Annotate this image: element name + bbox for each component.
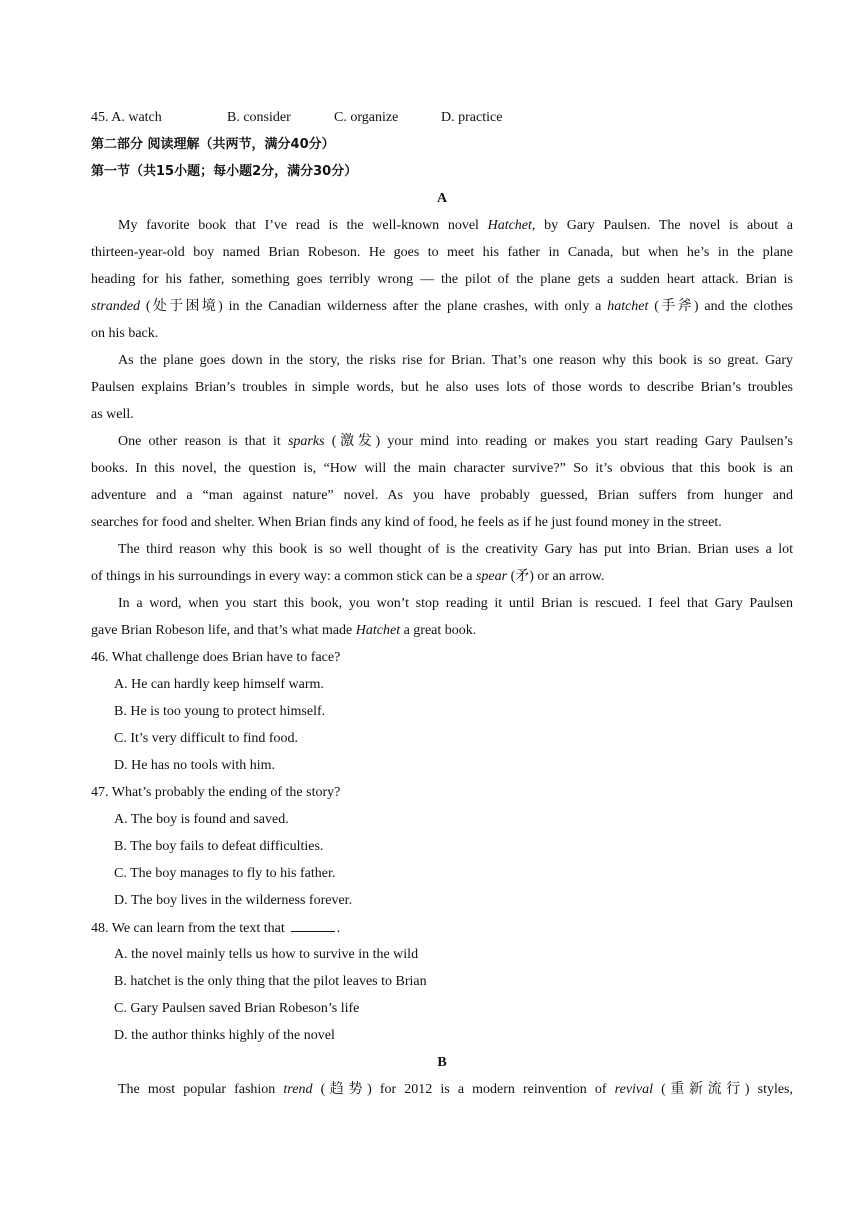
passage-a-line: heading for his father, something goes terribly wrong — the pilot of the plane gets a sudden heart attack. Brian is [91,272,793,287]
q47-option: A. The boy is found and saved. [114,812,289,827]
passage-b-line: The most popular fashion trend (趋势) for 2012 is a modern reinvention of revival (重新流行) styles, [118,1082,794,1097]
q48-option: C. Gary Paulsen saved Brian Robeson’s life [114,1001,360,1016]
passage-a-line: Paulsen explains Brian’s troubles in simple words, but he also uses lots of those words to describe Brian’s troubles [91,380,793,395]
q45-option-d: D. practice [441,110,503,125]
q47-question: 47. What’s probably the ending of the story? [91,785,341,800]
q46-option: B. He is too young to protect himself. [114,704,326,719]
passage-b-heading: B [437,1055,447,1070]
passage-a-line: As the plane goes down in the story, the risks rise for Brian. That’s one reason why this book is so great. Gary [118,353,793,368]
section2-title: 第二部分 阅读理解（共两节，满分40分） [91,137,335,152]
section1-title: 第一节（共15小题；每小题2分，满分30分） [91,164,358,179]
passage-a-line: books. In this novel, the question is, “How will the main character survive?” So it’s obvious that this book is an [91,461,793,476]
q48-option: B. hatchet is the only thing that the pilot leaves to Brian [114,974,427,989]
q48-question [91,919,340,938]
q45-option-c: C. organize [334,110,399,125]
q46-option: D. He has no tools with him. [114,758,275,773]
passage-a-line: The third reason why this book is so well thought of is the creativity Gary has put into Brian. Brian uses a lot [118,542,793,557]
q48-question-text: 48. We can learn from the text that [91,921,285,936]
passage-a-line: One other reason is that it sparks (激发) your mind into reading or makes you start reading Gary Paulsen’s [118,434,793,449]
answer-blank [291,919,335,932]
q48-question-end: . [336,921,341,936]
passage-a-line: gave Brian Robeson life, and that’s what made Hatchet a great book. [91,623,477,638]
q45-option-a: 45. A. watch [91,110,162,125]
passage-a-line: of things in his surroundings in every way: a common stick can be a spear (矛) or an arrow. [91,569,605,584]
passage-a-line: on his back. [91,326,159,341]
q47-option: B. The boy fails to defeat difficulties. [114,839,324,854]
passage-a-line: searches for food and shelter. When Brian finds any kind of food, he feels as if he just found money in the street. [91,515,722,530]
q47-option: D. The boy lives in the wilderness forever. [114,893,353,908]
passage-a-heading: A [436,191,448,206]
q47-option: C. The boy manages to fly to his father. [114,866,336,881]
q46-option: C. It’s very difficult to find food. [114,731,299,746]
q46-option: A. He can hardly keep himself warm. [114,677,324,692]
q45-option-b: B. consider [227,110,291,125]
q46-question: 46. What challenge does Brian have to face? [91,650,341,665]
passage-a-line: My favorite book that I’ve read is the well-known novel Hatchet, by Gary Paulsen. The novel is about a [118,218,793,233]
passage-a-line: thirteen-year-old boy named Brian Robeson. He goes to meet his father in Canada, but when he’s in the plane [91,245,793,260]
passage-a-line: as well. [91,407,134,422]
q48-option: D. the author thinks highly of the novel [114,1028,335,1043]
passage-a-line: adventure and a “man against nature” novel. As you have probably guessed, Brian suffers from hunger and [91,488,793,503]
passage-a-line: stranded (处于困境) in the Canadian wilderness after the plane crashes, with only a hatchet (手斧) and the clothes [91,299,794,314]
q48-option: A. the novel mainly tells us how to survive in the wild [114,947,419,962]
passage-a-line: In a word, when you start this book, you won’t stop reading it until Brian is rescued. I feel that Gary Paulsen [118,596,793,611]
